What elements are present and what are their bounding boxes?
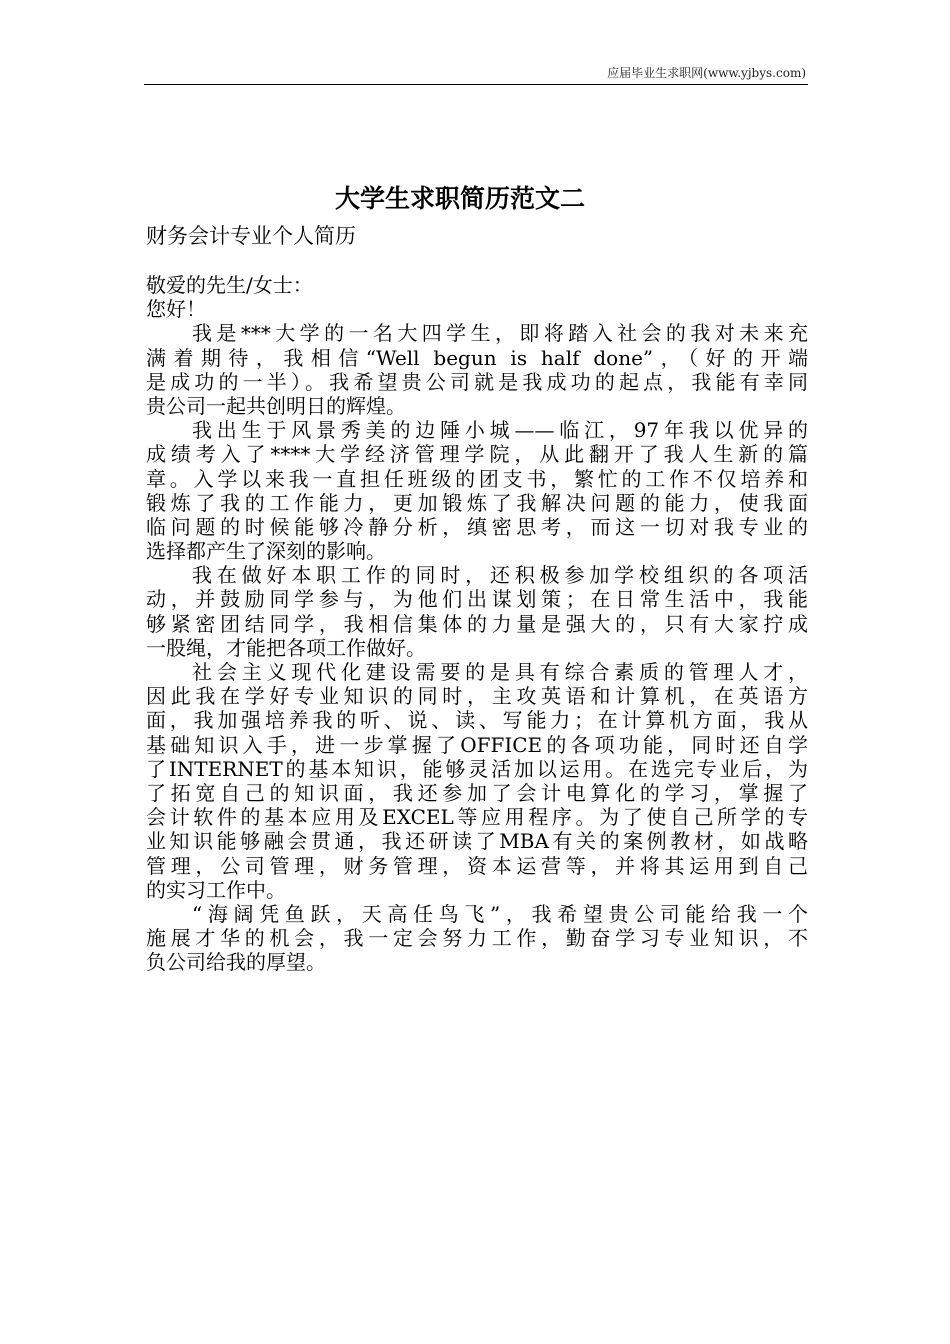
paragraph-line: 满着期待，我相信“Well begun is half done”，（好的开端: [146, 345, 808, 370]
paragraph-line: 管理，公司管理，财务管理，资本运营等，并将其运用到自己: [146, 853, 808, 878]
paragraph-line: 因此我在学好专业知识的同时，主攻英语和计算机，在英语方: [146, 684, 808, 709]
paragraph-line: 业知识能够融会贯通，我还研读了MBA有关的案例教材，如战略: [146, 829, 808, 854]
paragraph-line: 动，并鼓励同学参与，为他们出谋划策；在日常生活中，我能: [146, 587, 808, 612]
paragraph-line: 够紧密团结同学，我相信集体的力量是强大的，只有大家拧成: [146, 611, 808, 636]
paragraph-line: “海阔凭鱼跃，天高任鸟飞”，我希望贵公司能给我一个: [192, 901, 808, 926]
paragraph-line: 我出生于风景秀美的边陲小城——临江，97年我以优异的: [192, 418, 808, 443]
letter-body: [146, 273, 814, 974]
paragraph-line: 会计软件的基本应用及EXCEL等应用程序。为了使自己所学的专: [146, 805, 808, 830]
paragraph-line: 基础知识入手，进一步掌握了OFFICE的各项功能，同时还自学: [146, 732, 808, 757]
paragraph-line: 是成功的一半）。我希望贵公司就是我成功的起点，我能有幸同: [146, 369, 808, 394]
paragraph-line: 面，我加强培养我的听、说、读、写能力；在计算机方面，我从: [146, 708, 808, 733]
paragraph-1: [146, 321, 814, 418]
header-site-label: 应届毕业生求职网(www.yjbys.com): [607, 66, 806, 80]
paragraph-line: 施展才华的机会，我一定会努力工作，勤奋学习专业知识，不: [146, 926, 808, 951]
paragraph-line: 我是***大学的一名大四学生，即将踏入社会的我对未来充: [192, 321, 808, 346]
paragraph-line: 选择都产生了深刻的影响。: [146, 539, 386, 564]
document-subtitle: 财务会计专业个人简历: [146, 224, 356, 248]
document-title: 大学生求职简历范文二: [334, 184, 585, 213]
paragraph-line: 一股绳，才能把各项工作做好。: [146, 635, 426, 660]
page-header: [144, 66, 808, 85]
paragraph-line: 锻炼了我的工作能力，更加锻炼了我解决问题的能力，使我面: [146, 490, 808, 515]
paragraph-line: 成绩考入了****大学经济管理学院，从此翻开了我人生新的篇: [146, 442, 808, 467]
paragraph-line: 的实习工作中。: [146, 877, 286, 902]
paragraph-line: 章。入学以来我一直担任班级的团支书，繁忙的工作不仅培养和: [146, 466, 808, 491]
paragraph-line: 了拓宽自己的知识面，我还参加了会计电算化的学习，掌握了: [146, 780, 808, 805]
paragraph-4: [146, 660, 814, 902]
salutation: 敬爱的先生/女士：: [146, 273, 313, 297]
paragraph-2: [146, 418, 814, 563]
paragraph-line: 负公司给我的厚望。: [146, 950, 326, 975]
paragraph-3: [146, 563, 814, 660]
greeting: 您好！: [146, 297, 206, 322]
paragraph-line: 了INTERNET的基本知识，能够灵活加以运用。在选完专业后，为: [146, 756, 808, 781]
paragraph-line: 我在做好本职工作的同时，还积极参加学校组织的各项活: [192, 563, 808, 588]
paragraph-5: [146, 902, 814, 975]
paragraph-line: 贵公司一起共创明日的辉煌。: [146, 393, 406, 418]
paragraph-line: 临问题的时候能够冷静分析，缜密思考，而这一切对我专业的: [146, 514, 808, 539]
paragraph-line: 社会主义现代化建设需要的是具有综合素质的管理人才，: [192, 660, 808, 684]
